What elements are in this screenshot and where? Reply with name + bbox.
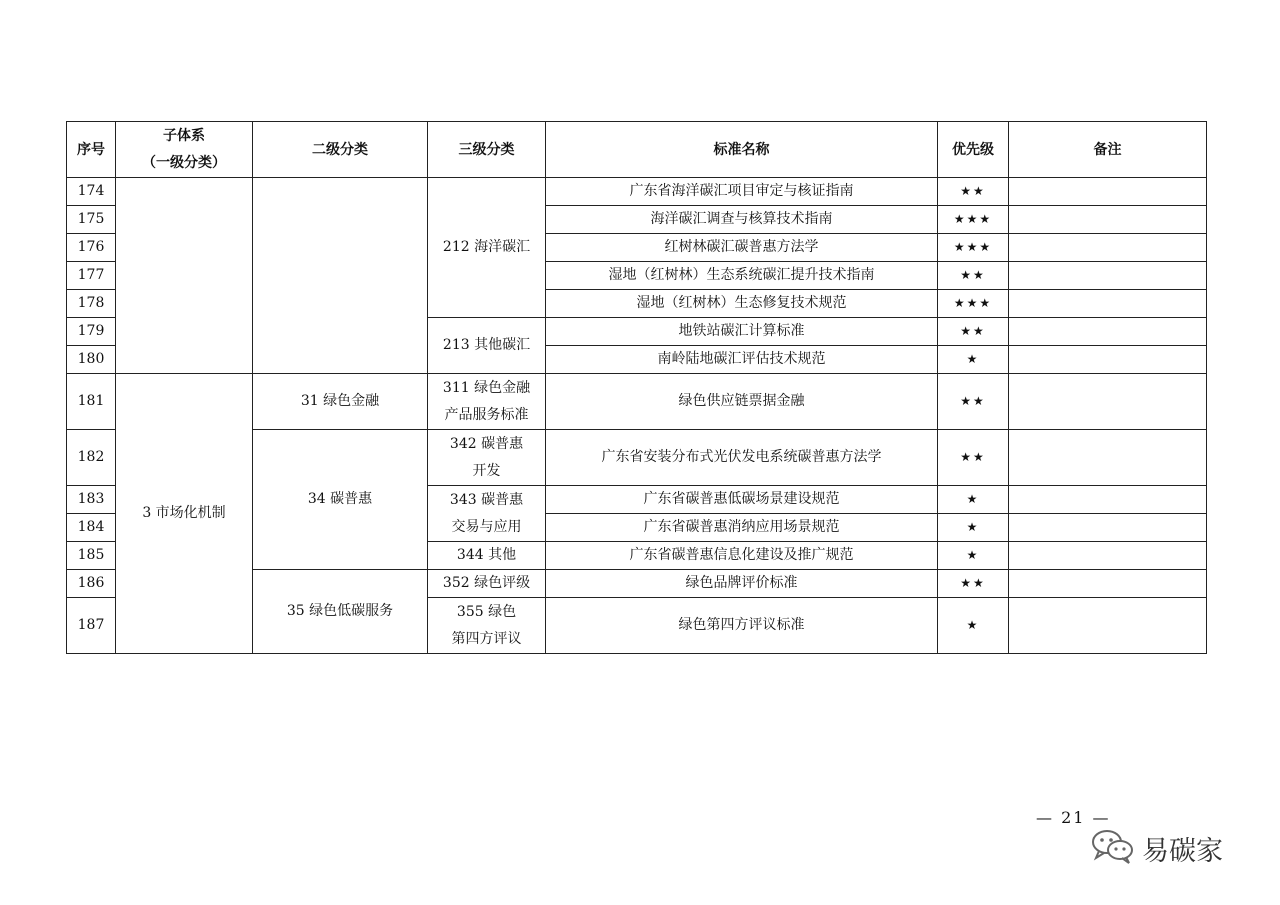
- cell-level3-212: 212 海洋碳汇: [428, 178, 546, 318]
- cell-priority: ★★★: [938, 206, 1009, 234]
- cell-level3-311-line1: 311 绿色金融: [442, 379, 531, 396]
- cell-level3-355-line1: 355 绿色: [456, 603, 517, 620]
- cell-remark: [1009, 346, 1207, 374]
- cell-standard-name: 湿地（红树林）生态系统碳汇提升技术指南: [546, 262, 938, 290]
- cell-no: 186: [67, 570, 116, 598]
- table-header-row: [67, 122, 1207, 178]
- cell-level3-343-line2: 交易与应用: [451, 518, 522, 535]
- watermark-text: 易碳家: [1142, 835, 1223, 867]
- cell-priority: ★★: [938, 318, 1009, 346]
- cell-standard-name: 红树林碳汇碳普惠方法学: [546, 234, 938, 262]
- header-no: 序号: [67, 122, 116, 178]
- cell-remark: [1009, 234, 1207, 262]
- cell-remark: [1009, 206, 1207, 234]
- standards-table: [66, 121, 1207, 654]
- cell-level3-343-line1: 343 碳普惠: [449, 491, 524, 508]
- cell-level3-342-line1: 342 碳普惠: [449, 435, 524, 452]
- cell-standard-name: 海洋碳汇调查与核算技术指南: [546, 206, 938, 234]
- table-row: [67, 178, 1207, 206]
- cell-remark: [1009, 542, 1207, 570]
- cell-level3-355: [428, 598, 546, 654]
- cell-priority: ★★★: [938, 290, 1009, 318]
- cell-level3-311-line2: 产品服务标准: [444, 406, 529, 423]
- cell-standard-name: 湿地（红树林）生态修复技术规范: [546, 290, 938, 318]
- cell-priority: ★: [938, 598, 1009, 654]
- cell-remark: [1009, 598, 1207, 654]
- cell-no: 185: [67, 542, 116, 570]
- cell-level3-342: [428, 430, 546, 486]
- header-subsystem: [116, 122, 253, 178]
- cell-level2-34: 34 碳普惠: [253, 430, 428, 570]
- header-remark: 备注: [1009, 122, 1207, 178]
- cell-no: 182: [67, 430, 116, 486]
- cell-priority: ★★★: [938, 234, 1009, 262]
- header-name: 标准名称: [546, 122, 938, 178]
- cell-priority: ★: [938, 542, 1009, 570]
- cell-no: 179: [67, 318, 116, 346]
- cell-no: 175: [67, 206, 116, 234]
- cell-no: 174: [67, 178, 116, 206]
- cell-level2-35: 35 绿色低碳服务: [253, 570, 428, 654]
- header-subsystem-line2: （一级分类）: [142, 154, 226, 171]
- cell-remark: [1009, 262, 1207, 290]
- table-row: [67, 374, 1207, 430]
- wechat-icon: [1090, 827, 1136, 869]
- cell-standard-name: 广东省海洋碳汇项目审定与核证指南: [546, 178, 938, 206]
- cell-priority: ★: [938, 514, 1009, 542]
- cell-level3-343: [428, 486, 546, 542]
- cell-no: 184: [67, 514, 116, 542]
- cell-priority: ★★: [938, 262, 1009, 290]
- cell-level1-empty: [116, 178, 253, 374]
- cell-level1-market: 3 市场化机制: [116, 374, 253, 654]
- cell-standard-name: 南岭陆地碳汇评估技术规范: [546, 346, 938, 374]
- cell-no: 183: [67, 486, 116, 514]
- cell-no: 176: [67, 234, 116, 262]
- header-priority: 优先级: [938, 122, 1009, 178]
- cell-level3-213: 213 其他碳汇: [428, 318, 546, 374]
- cell-remark: [1009, 374, 1207, 430]
- cell-no: 178: [67, 290, 116, 318]
- cell-no: 187: [67, 598, 116, 654]
- cell-standard-name: 广东省碳普惠消纳应用场景规范: [546, 514, 938, 542]
- cell-remark: [1009, 514, 1207, 542]
- header-level3: 三级分类: [428, 122, 546, 178]
- cell-standard-name: 广东省碳普惠低碳场景建设规范: [546, 486, 938, 514]
- cell-standard-name: 绿色品牌评价标准: [546, 570, 938, 598]
- cell-priority: ★★: [938, 570, 1009, 598]
- cell-priority: ★: [938, 346, 1009, 374]
- watermark: [1090, 826, 1223, 870]
- cell-remark: [1009, 178, 1207, 206]
- cell-standard-name: 广东省碳普惠信息化建设及推广规范: [546, 542, 938, 570]
- cell-standard-name: 绿色第四方评议标准: [546, 598, 938, 654]
- cell-level3-311: [428, 374, 546, 430]
- cell-remark: [1009, 486, 1207, 514]
- cell-no: 181: [67, 374, 116, 430]
- header-subsystem-line1: 子体系: [163, 127, 205, 144]
- cell-level3-342-line2: 开发: [472, 462, 501, 479]
- cell-remark: [1009, 318, 1207, 346]
- cell-remark: [1009, 290, 1207, 318]
- cell-priority: ★: [938, 486, 1009, 514]
- cell-level2-empty: [253, 178, 428, 374]
- page-number: — 21 —: [1036, 808, 1111, 827]
- cell-priority: ★★: [938, 374, 1009, 430]
- cell-level3-355-line2: 第四方评议: [451, 630, 522, 647]
- header-level2: 二级分类: [253, 122, 428, 178]
- cell-no: 180: [67, 346, 116, 374]
- cell-remark: [1009, 430, 1207, 486]
- cell-standard-name: 广东省安装分布式光伏发电系统碳普惠方法学: [546, 430, 938, 486]
- cell-priority: ★★: [938, 178, 1009, 206]
- cell-priority: ★★: [938, 430, 1009, 486]
- cell-level2-31: 31 绿色金融: [253, 374, 428, 430]
- cell-level3-352: 352 绿色评级: [428, 570, 546, 598]
- cell-standard-name: 绿色供应链票据金融: [546, 374, 938, 430]
- cell-no: 177: [67, 262, 116, 290]
- cell-remark: [1009, 570, 1207, 598]
- cell-standard-name: 地铁站碳汇计算标准: [546, 318, 938, 346]
- cell-level3-344: 344 其他: [428, 542, 546, 570]
